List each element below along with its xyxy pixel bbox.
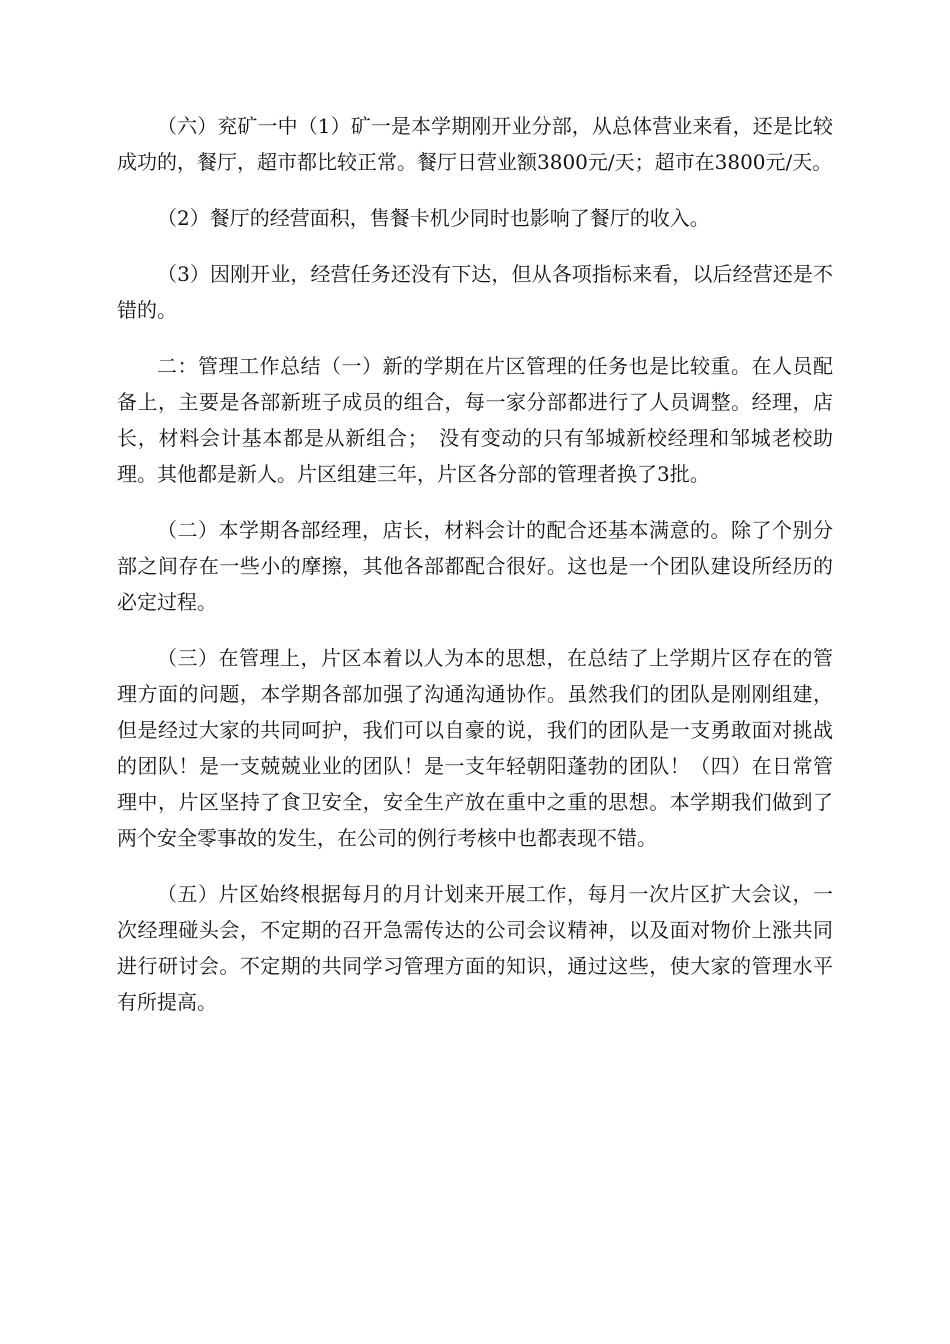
paragraph-monthly-plan: （五）片区始终根据每月的月计划来开展工作，每月一次片区扩大会议，一次经理碰头会，不定期的召开急需传达的公司会议精神，以及面对物价上涨共同进行研讨会。不定期的共同学习管理方面的知识，通过这些，使大家的管理水平有所提高。 [117, 882, 833, 1014]
paragraph-management-summary: 二：管理工作总结（一）新的学期在片区管理的任务也是比较重。在人员配备上，主要是各部新班子成员的组合，每一家分部都进行了人员调整。经理，店长，材料会计基本都是从新组合； 没有变动的只有邹城新校经理和邹城老校助理。其他都是新人。片区组建三年，片区各分部的管理者换了3批。 [117, 354, 833, 486]
document-body [117, 108, 833, 1040]
paragraph-restaurant-area: （2）餐厅的经营面积，售餐卡机少同时也影响了餐厅的收入。 [157, 206, 710, 230]
paragraph-cooperation: （二）本学期各部经理，店长，材料会计的配合还基本满意的。除了个别分部之间存在一些小的摩擦，其他各部都配合很好。这也是一个团队建设所经历的必定过程。 [117, 518, 833, 614]
paragraph-kuangyi-overview: （六）兖矿一中（1）矿一是本学期刚开业分部，从总体营业来看，还是比较成功的，餐厅，超市都比较正常。餐厅日营业额3800元/天；超市在3800元/天。 [117, 114, 833, 174]
paragraph-new-opening: （3）因刚开业，经营任务还没有下达，但从各项指标来看，以后经营还是不错的。 [117, 262, 833, 322]
paragraph-team-management: （三）在管理上，片区本着以人为本的思想，在总结了上学期片区存在的管理方面的问题，本学期各部加强了沟通沟通协作。虽然我们的团队是刚刚组建，但是经过大家的共同呵护，我们可以自豪的说，我们的团队是一支勇敢面对挑战的团队！是一支兢兢业业的团队！是一支年轻朝阳蓬勃的团队！（四）在日常管理中，片区坚持了食卫安全，安全生产放在重中之重的思想。本学期我们做到了两个安全零事故的发生，在公司的例行考核中也都表现不错。 [117, 646, 833, 850]
